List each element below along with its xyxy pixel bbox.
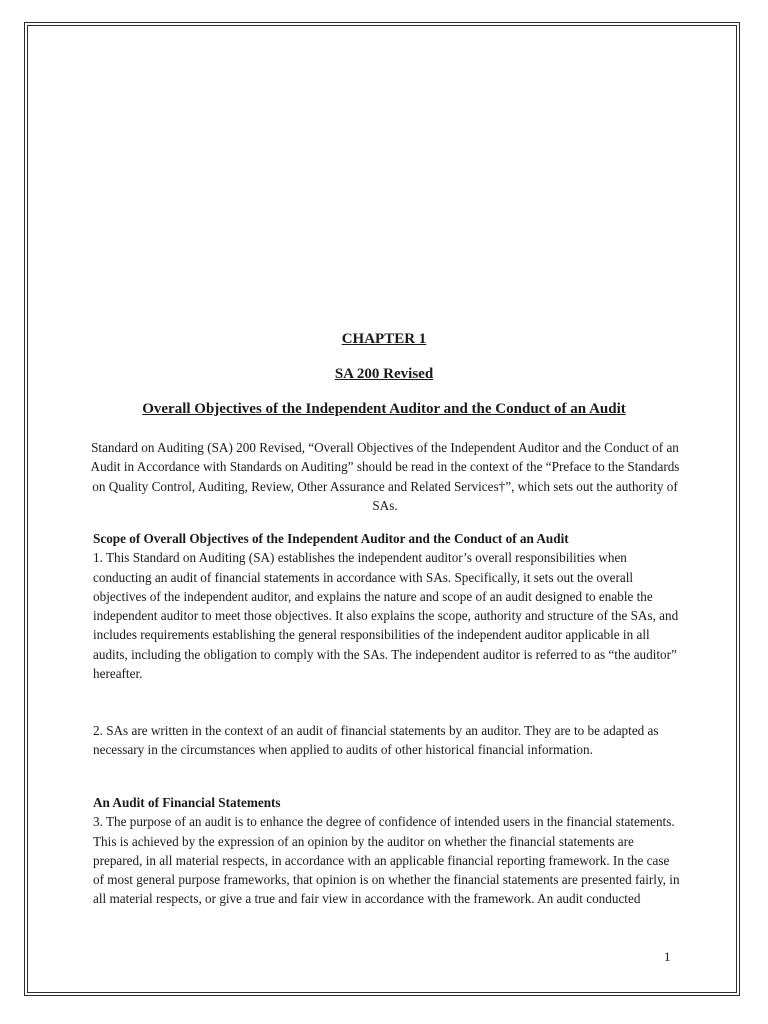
intro-paragraph: Standard on Auditing (SA) 200 Revised, “Overall Objectives of the Independent Auditor and the Conduct of an Audit in Accordance with Standards on Auditing” should be read in the context of the “Preface to the Standards on Quality Control, Auditing, Review, Other Assurance and Related Services†”, which sets out the authority of SAs. xyxy=(90,440,680,513)
paragraph-1: 1. This Standard on Auditing (SA) establishes the independent auditor’s overall responsibilities when conducting an audit of financial statements in accordance with SAs. Specifically, it sets out the overall objectives of the independent auditor, and explains the nature and scope of an audit designed to enable the independent auditor to meet those objectives. It also explains the scope, authority and structure of the SAs, and includes requirements establishing the general responsibilities of the independent auditor applicable in all audits, including the obligation to comply with the SAs. The independent auditor is referred to as “the auditor” hereafter. xyxy=(93,550,679,682)
paragraph-2: 2. SAs are written in the context of an audit of financial statements by an auditor. They are to be adapted as necessary in the circumstances when applied to audits of other historical financial information. xyxy=(93,723,659,758)
audit-section xyxy=(93,793,681,909)
paragraph-3: 3. The purpose of an audit is to enhance the degree of confidence of intended users in the financial statements. This is achieved by the expression of an opinion by the auditor on whether the financial statements are prepared, in all material respects, in accordance with an applicable financial reporting framework. In the case of most general purpose frameworks, that opinion is on whether the financial statements are presented fairly, in all material respects, or give a true and fair view in accordance with the framework. An audit conducted xyxy=(93,814,680,907)
paragraph-2-section xyxy=(93,721,681,760)
section-heading-audit: An Audit of Financial Statements xyxy=(93,795,281,810)
chapter-heading: CHAPTER 1 xyxy=(341,331,427,347)
document-title: Overall Objectives of the Independent Auditor and the Conduct of an Audit xyxy=(142,401,626,417)
standard-heading: SA 200 Revised xyxy=(334,366,434,382)
section-heading-scope: Scope of Overall Objectives of the Independent Auditor and the Conduct of an Audit xyxy=(93,531,569,546)
page-number: 1 xyxy=(664,949,671,964)
scope-section xyxy=(93,529,681,683)
